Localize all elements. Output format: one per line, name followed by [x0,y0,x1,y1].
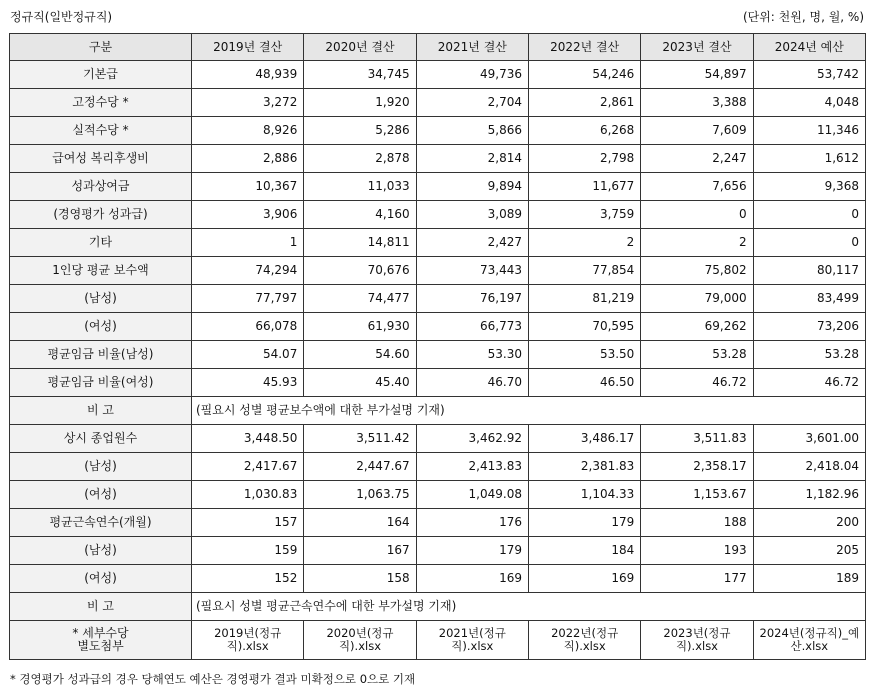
table-row [10,453,866,481]
row-label: 상시 종업원수 [10,425,192,453]
row-label: 비 고 [10,593,192,621]
attachment-label [10,621,192,660]
salary-table [9,33,866,660]
value-cell: 46.72 [753,369,865,397]
header-cell: 구분 [10,34,192,61]
value-cell: 53.30 [416,341,528,369]
value-cell: 3,388 [641,89,753,117]
value-cell: 49,736 [416,61,528,89]
table-row [10,61,866,89]
header-cell: 2023년 결산 [641,34,753,61]
header-row [10,34,866,61]
value-cell: 1,063.75 [304,481,416,509]
value-cell: 46.72 [641,369,753,397]
value-cell: 70,595 [528,313,640,341]
value-cell: 1 [192,229,304,257]
value-cell: 73,443 [416,257,528,285]
value-cell: 167 [304,537,416,565]
row-label: (남성) [10,453,192,481]
value-cell: 157 [192,509,304,537]
attachment-file-link[interactable]: 2019년(정규직).xlsx [192,621,304,660]
value-cell: 4,048 [753,89,865,117]
attachment-file-link[interactable]: 2020년(정규직).xlsx [304,621,416,660]
value-cell: 2 [528,229,640,257]
table-row [10,593,866,621]
value-cell: 1,049.08 [416,481,528,509]
value-cell: 169 [416,565,528,593]
value-cell: 159 [192,537,304,565]
value-cell: 200 [753,509,865,537]
value-cell: 9,894 [416,173,528,201]
value-cell: 77,854 [528,257,640,285]
value-cell: 34,745 [304,61,416,89]
value-cell: 2,814 [416,145,528,173]
value-cell: 7,656 [641,173,753,201]
value-cell: 45.40 [304,369,416,397]
table-row [10,89,866,117]
row-label: 비 고 [10,397,192,425]
row-label: 평균근속연수(개월) [10,509,192,537]
value-cell: 0 [753,229,865,257]
attachment-file-link[interactable]: 2024년(정규직)_예산.xlsx [753,621,865,660]
value-cell: 169 [528,565,640,593]
value-cell: 48,939 [192,61,304,89]
row-label: 고정수당 * [10,89,192,117]
value-cell: 11,033 [304,173,416,201]
attachment-file-link[interactable]: 2023년(정규직).xlsx [641,621,753,660]
value-cell: 54.07 [192,341,304,369]
value-cell: 7,609 [641,117,753,145]
value-cell: 5,866 [416,117,528,145]
value-cell: 53.50 [528,341,640,369]
value-cell: 2,878 [304,145,416,173]
value-cell: 11,346 [753,117,865,145]
row-label: (여성) [10,481,192,509]
value-cell: 66,773 [416,313,528,341]
value-cell: 83,499 [753,285,865,313]
table-row [10,481,866,509]
value-cell: 74,477 [304,285,416,313]
value-cell: 2,417.67 [192,453,304,481]
table-row [10,257,866,285]
value-cell: 2,704 [416,89,528,117]
value-cell: 1,153.67 [641,481,753,509]
header-cell: 2024년 예산 [753,34,865,61]
value-cell: 3,511.42 [304,425,416,453]
row-label: 기타 [10,229,192,257]
value-cell: 0 [753,201,865,229]
table-row [10,565,866,593]
value-cell: 3,272 [192,89,304,117]
value-cell: 46.50 [528,369,640,397]
table-row [10,397,866,425]
table-row [10,229,866,257]
value-cell: 164 [304,509,416,537]
row-label: (남성) [10,537,192,565]
value-cell: 54,897 [641,61,753,89]
value-cell: 66,078 [192,313,304,341]
value-cell: 3,448.50 [192,425,304,453]
value-cell: 73,206 [753,313,865,341]
value-cell: 193 [641,537,753,565]
value-cell: 53,742 [753,61,865,89]
value-cell: 80,117 [753,257,865,285]
row-label: 급여성 복리후생비 [10,145,192,173]
value-cell: 3,486.17 [528,425,640,453]
row-label: 1인당 평균 보수액 [10,257,192,285]
value-cell: 81,219 [528,285,640,313]
value-cell: 75,802 [641,257,753,285]
attachment-file-link[interactable]: 2022년(정규직).xlsx [528,621,640,660]
footnote: * 경영평가 성과급의 경우 당해연도 예산은 경영평가 결과 미확정으로 0으로 기재 [10,672,416,686]
value-cell: 11,677 [528,173,640,201]
value-cell: 3,462.92 [416,425,528,453]
row-label: 성과상여금 [10,173,192,201]
table-row [10,173,866,201]
value-cell: 189 [753,565,865,593]
value-cell: 61,930 [304,313,416,341]
value-cell: 1,920 [304,89,416,117]
table-row [10,425,866,453]
value-cell: 3,089 [416,201,528,229]
table-row [10,201,866,229]
value-cell: 2,413.83 [416,453,528,481]
table-caption: 정규직(일반정규직) [10,10,113,24]
value-cell: 2,427 [416,229,528,257]
value-cell: 70,676 [304,257,416,285]
value-cell: 79,000 [641,285,753,313]
value-cell: 3,601.00 [753,425,865,453]
value-cell: 1,182.96 [753,481,865,509]
value-cell: 9,368 [753,173,865,201]
value-cell: 74,294 [192,257,304,285]
value-cell: 1,612 [753,145,865,173]
value-cell: 5,286 [304,117,416,145]
value-cell: 1,030.83 [192,481,304,509]
value-cell: 0 [641,201,753,229]
value-cell: 54,246 [528,61,640,89]
table-row [10,537,866,565]
table-row [10,341,866,369]
value-cell: 6,268 [528,117,640,145]
value-cell: 69,262 [641,313,753,341]
table-row [10,117,866,145]
table-row [10,145,866,173]
attachment-row [10,621,866,660]
value-cell: 14,811 [304,229,416,257]
row-label: (경영평가 성과급) [10,201,192,229]
table-row [10,369,866,397]
value-cell: 2,418.04 [753,453,865,481]
remark-cell: (필요시 성별 평균근속연수에 대한 부가설명 기재) [192,593,866,621]
value-cell: 54.60 [304,341,416,369]
unit-label: (단위: 천원, 명, 월, %) [742,10,864,24]
table-row [10,285,866,313]
value-cell: 1,104.33 [528,481,640,509]
value-cell: 3,511.83 [641,425,753,453]
attachment-file-link[interactable]: 2021년(정규직).xlsx [416,621,528,660]
header-cell: 2020년 결산 [304,34,416,61]
table-row [10,509,866,537]
attachment-label-line1: * 세부수당 [72,626,129,640]
row-label: 실적수당 * [10,117,192,145]
value-cell: 2,447.67 [304,453,416,481]
value-cell: 188 [641,509,753,537]
value-cell: 177 [641,565,753,593]
table-row [10,313,866,341]
value-cell: 3,906 [192,201,304,229]
remark-cell: (필요시 성별 평균보수액에 대한 부가설명 기재) [192,397,866,425]
value-cell: 2,381.83 [528,453,640,481]
value-cell: 2,247 [641,145,753,173]
row-label: 평균임금 비율(남성) [10,341,192,369]
value-cell: 2,886 [192,145,304,173]
value-cell: 176 [416,509,528,537]
value-cell: 76,197 [416,285,528,313]
value-cell: 2,798 [528,145,640,173]
value-cell: 4,160 [304,201,416,229]
value-cell: 179 [528,509,640,537]
value-cell: 184 [528,537,640,565]
value-cell: 158 [304,565,416,593]
row-label: 기본급 [10,61,192,89]
row-label: (남성) [10,285,192,313]
value-cell: 152 [192,565,304,593]
row-label: 평균임금 비율(여성) [10,369,192,397]
value-cell: 53.28 [753,341,865,369]
value-cell: 77,797 [192,285,304,313]
header-cell: 2021년 결산 [416,34,528,61]
value-cell: 8,926 [192,117,304,145]
value-cell: 205 [753,537,865,565]
header-cell: 2022년 결산 [528,34,640,61]
value-cell: 2,358.17 [641,453,753,481]
value-cell: 46.70 [416,369,528,397]
row-label: (여성) [10,313,192,341]
value-cell: 10,367 [192,173,304,201]
value-cell: 3,759 [528,201,640,229]
value-cell: 2 [641,229,753,257]
header-cell: 2019년 결산 [192,34,304,61]
value-cell: 53.28 [641,341,753,369]
attachment-label-line2: 별도첨부 [77,639,124,653]
value-cell: 179 [416,537,528,565]
row-label: (여성) [10,565,192,593]
value-cell: 2,861 [528,89,640,117]
value-cell: 45.93 [192,369,304,397]
